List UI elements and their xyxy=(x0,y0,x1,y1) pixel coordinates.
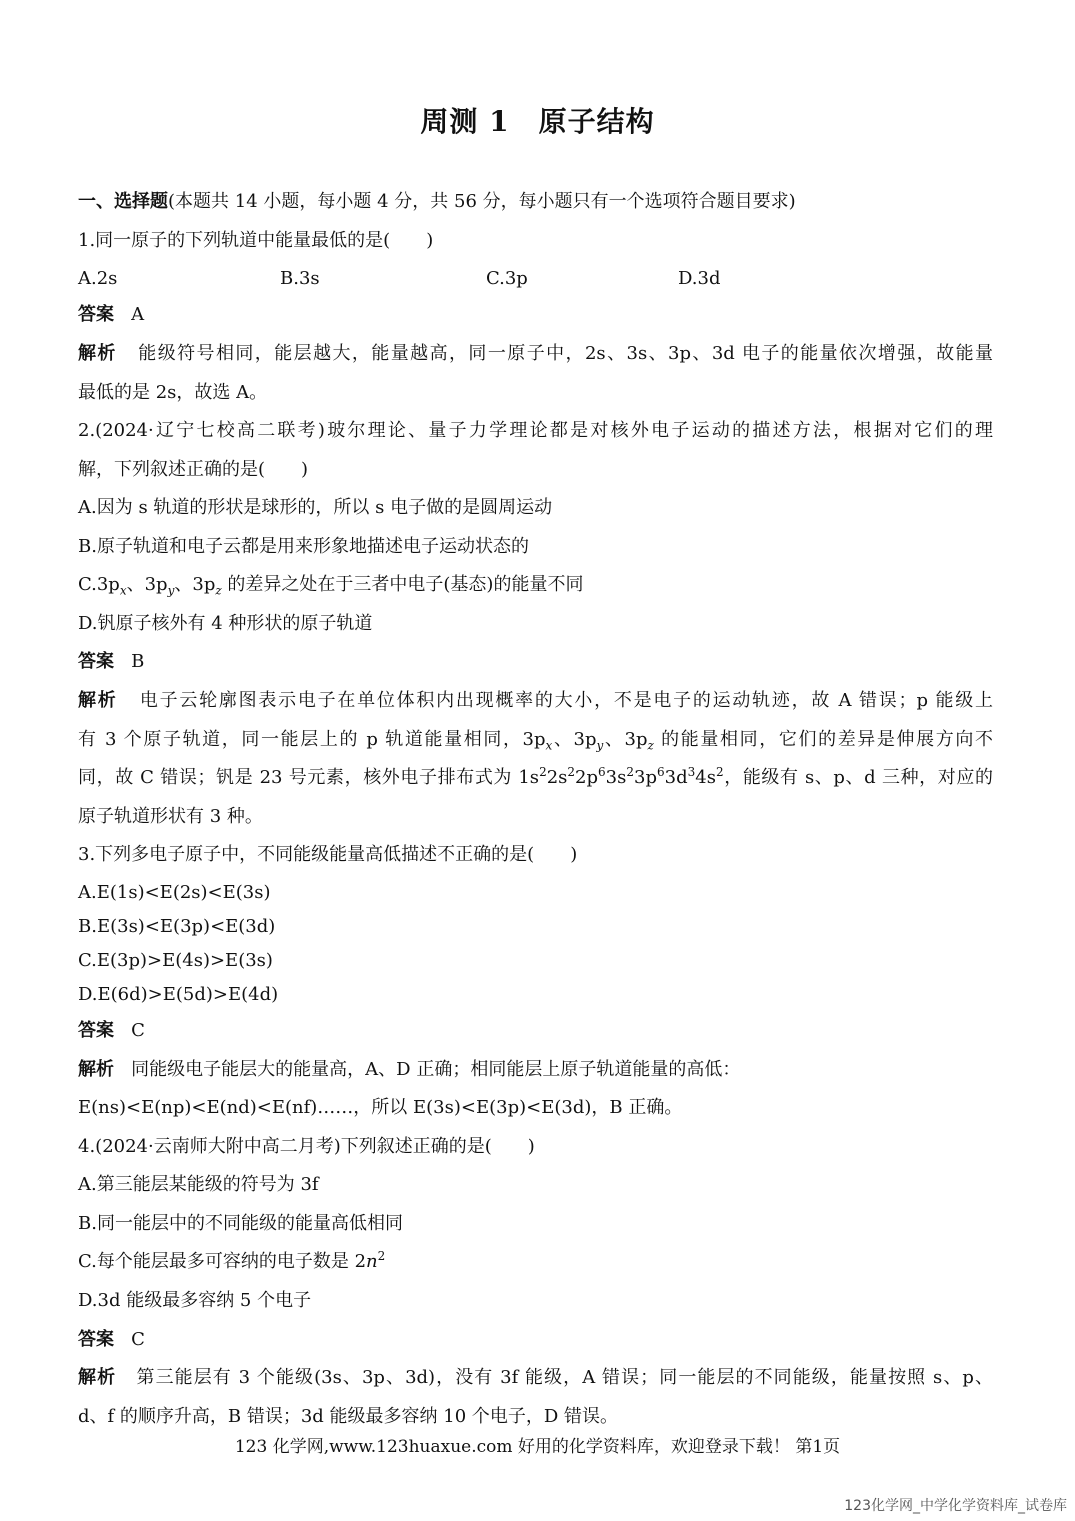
config-electron-count: 2 xyxy=(715,765,724,779)
q4-option-d: D.3d 能级最多容纳 5 个电子 xyxy=(78,1290,312,1311)
q4-analysis-line-2: d、f 的顺序升高，B 错误；3d 能级最多容纳 10 个电子，D 错误。 xyxy=(78,1406,619,1427)
config-electron-count: 3 xyxy=(687,765,696,779)
q1-analysis-line-1 xyxy=(78,342,993,366)
q2-option-c xyxy=(78,573,993,597)
electron-configuration xyxy=(518,767,723,788)
page-title: 周测 1 原子结构 xyxy=(420,105,655,138)
q1-option-b: B.3s xyxy=(280,268,320,289)
q2-analysis-l3-pre: 同，故 C 错误；钒是 23 号元素，核外电子排布式为 xyxy=(78,767,519,788)
q1-stem: 1.同一原子的下列轨道中能量最低的是( ) xyxy=(78,230,434,251)
q1-option-a: A.2s xyxy=(78,268,118,289)
q2-optc-post: 的差异之处在于三者中电子(基态)的能量不同 xyxy=(221,574,584,595)
section-heading xyxy=(78,190,993,214)
config-electron-count: 2 xyxy=(567,765,576,779)
q2-stem-line-1: 2.(2024·辽宁七校高二联考)玻尔理论、量子力学理论都是对核外电子运动的描述方法，根据对它们的理 xyxy=(78,420,993,441)
q4-optc-n: n xyxy=(366,1251,378,1272)
q2-analysis-text-1: 电子云轮廓图表示电子在单位体积内出现概率的大小，不是电子的运动轨迹，故 A 错误；p 能级上 xyxy=(139,690,994,711)
q4-analysis-line-1 xyxy=(78,1366,993,1390)
q3-option-b: B.E(3s)<E(3p)<E(3d) xyxy=(78,916,276,937)
q2-analysis-l2-s2: 、3p xyxy=(603,729,648,750)
q4-stem: 4.(2024·云南师大附中高二月考)下列叙述正确的是( ) xyxy=(78,1136,535,1157)
q4-analysis-text-1: 第三能层有 3 个能级(3s、3p、3d)，没有 3f 能级，A 错误；同一能层的不同能级，能量按照 s、p、 xyxy=(136,1367,993,1388)
q2-analysis-sub-y: y xyxy=(596,738,604,753)
config-orbital: 1s xyxy=(518,767,540,788)
q4-optc-text: C.每个能层最多可容纳的电子数是 2 xyxy=(78,1251,367,1272)
analysis-label: 解析 xyxy=(78,1059,114,1080)
config-orbital: 3d xyxy=(664,767,688,788)
q2-analysis-sub-x: x xyxy=(545,738,553,753)
q2-analysis-l2-pre: 有 3 个原子轨道，同一能层上的 p 轨道能量相同，3p xyxy=(78,729,546,750)
q1-answer-value: A xyxy=(131,304,145,325)
q2-optc-sep2: 、3p xyxy=(174,574,216,595)
q2-analysis-line-4: 原子轨道形状有 3 种。 xyxy=(78,806,263,827)
q2-option-a: A.因为 s 轨道的形状是球形的，所以 s 电子做的是圆周运动 xyxy=(78,497,553,518)
answer-label: 答案 xyxy=(78,304,114,325)
q3-analysis-text-1: 同能级电子能层大的能量高，A、D 正确；相同能层上原子轨道能量的高低： xyxy=(131,1059,741,1080)
q2-analysis-l2-s1: 、3p xyxy=(552,729,597,750)
q4-answer xyxy=(78,1328,993,1352)
config-electron-count: 2 xyxy=(539,765,547,779)
q3-option-a: A.E(1s)<E(2s)<E(3s) xyxy=(78,882,271,903)
q3-option-d: D.E(6d)>E(5d)>E(4d) xyxy=(78,984,279,1005)
q2-option-d: D.钒原子核外有 4 种形状的原子轨道 xyxy=(78,613,373,634)
q2-optc-sub-y: y xyxy=(167,583,175,598)
config-orbital: 3s xyxy=(605,767,627,788)
q2-analysis-l2-post: 的能量相同，它们的差异是伸展方向不 xyxy=(653,729,993,750)
config-electron-count: 2 xyxy=(626,765,635,779)
q2-analysis-line-1 xyxy=(78,689,993,713)
q2-optc-sub-x: x xyxy=(119,583,127,598)
q3-option-c: C.E(3p)>E(4s)>E(3s) xyxy=(78,950,273,971)
q2-option-b: B.原子轨道和电子云都是用来形象地描述电子运动状态的 xyxy=(78,536,529,557)
analysis-label: 解析 xyxy=(78,690,118,711)
q1-answer xyxy=(78,303,993,327)
q2-analysis-l3-post: ，能级有 s、p、d 三种，对应的 xyxy=(723,767,993,788)
q3-answer xyxy=(78,1019,993,1043)
answer-label: 答案 xyxy=(78,1020,114,1041)
q2-answer-value: B xyxy=(131,651,145,672)
analysis-label: 解析 xyxy=(78,343,117,364)
q1-option-d: D.3d xyxy=(678,268,721,289)
q4-answer-value: C xyxy=(131,1329,145,1350)
config-orbital: 4s xyxy=(695,767,716,788)
q2-analysis-line-3 xyxy=(78,766,993,790)
q2-optc-sep1: 、3p xyxy=(126,574,168,595)
q2-optc-text: C.3p xyxy=(78,574,120,595)
section-label: 一、选择题 xyxy=(78,191,168,212)
q2-stem-line-2: 解，下列叙述正确的是( ) xyxy=(78,459,309,480)
q3-analysis-line-2: E(ns)<E(np)<E(nd)<E(nf)……，所以 E(3s)<E(3p)<E(3d)，B 正确。 xyxy=(78,1097,683,1118)
q1-option-c: C.3p xyxy=(486,268,528,289)
config-electron-count: 6 xyxy=(657,765,665,779)
answer-label: 答案 xyxy=(78,651,114,672)
watermark-text: 123化学网_中学化学资料库_试卷库 xyxy=(844,1498,1067,1514)
q1-analysis-text-1: 能级符号相同，能层越大，能量越高，同一原子中，2s、3s、3p、3d 电子的能量依次增强，故能量 xyxy=(138,343,994,364)
q4-option-c xyxy=(78,1250,993,1274)
analysis-label: 解析 xyxy=(78,1367,117,1388)
q2-analysis-line-2 xyxy=(78,728,993,752)
q4-option-a: A.第三能层某能级的符号为 3f xyxy=(78,1174,319,1195)
config-orbital: 3p xyxy=(634,767,657,788)
config-orbital: 2p xyxy=(575,767,599,788)
page-footer: 123 化学网,www.123huaxue.com 好用的化学资料库，欢迎登录下载！ 第1页 xyxy=(234,1437,841,1457)
config-orbital: 2s xyxy=(546,767,568,788)
q1-analysis-line-2: 最低的是 2s，故选 A。 xyxy=(78,382,268,403)
q4-option-b: B.同一能层中的不同能级的能量高低相同 xyxy=(78,1213,403,1234)
section-desc: (本题共 14 小题，每小题 4 分，共 56 分，每小题只有一个选项符合题目要求) xyxy=(168,191,796,212)
q2-optc-sub-z: z xyxy=(215,583,222,598)
q2-analysis-sub-z: z xyxy=(647,738,654,753)
q3-stem: 3.下列多电子原子中，不同能级能量高低描述不正确的是( ) xyxy=(78,844,578,865)
q3-analysis-line-1 xyxy=(78,1058,993,1082)
q3-answer-value: C xyxy=(131,1020,145,1041)
answer-label: 答案 xyxy=(78,1329,114,1350)
config-electron-count: 6 xyxy=(598,765,606,779)
q4-optc-exp: 2 xyxy=(377,1249,386,1263)
q2-answer xyxy=(78,650,993,674)
